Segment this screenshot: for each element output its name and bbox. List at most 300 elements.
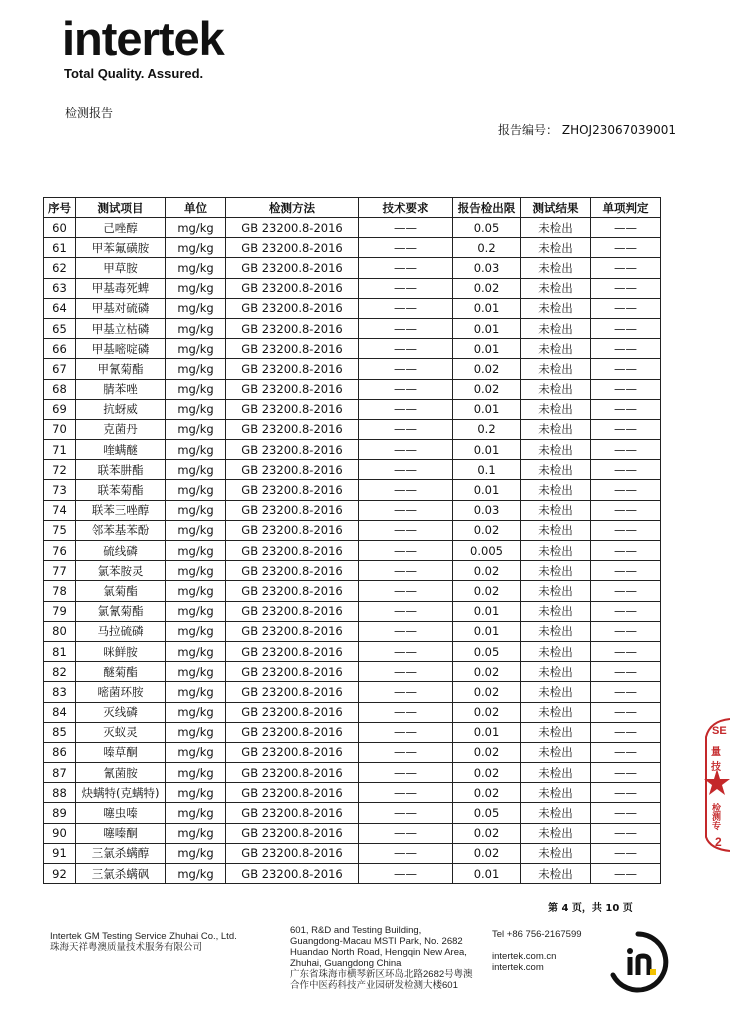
- table-cell: 0.02: [453, 682, 521, 702]
- table-row: [44, 864, 661, 884]
- table-cell: GB 23200.8-2016: [226, 662, 359, 682]
- table-cell: 0.02: [453, 843, 521, 863]
- table-cell: 醚菊酯: [76, 662, 166, 682]
- table-cell: 0.1: [453, 460, 521, 480]
- table-cell: GB 23200.8-2016: [226, 339, 359, 359]
- table-cell: mg/kg: [166, 541, 226, 561]
- table-cell: mg/kg: [166, 218, 226, 238]
- table-cell: 0.01: [453, 480, 521, 500]
- table-cell: ——: [359, 298, 453, 318]
- table-cell: 86: [44, 742, 76, 762]
- table-cell: ——: [591, 641, 661, 661]
- address-line: 合作中医药科技产业园研发检测大楼601: [290, 980, 458, 991]
- table-cell: 0.03: [453, 258, 521, 278]
- table-cell: GB 23200.8-2016: [226, 480, 359, 500]
- table-row: [44, 601, 661, 621]
- table-cell: 0.02: [453, 742, 521, 762]
- table-cell: GB 23200.8-2016: [226, 218, 359, 238]
- company-name-en: Intertek GM Testing Service Zhuhai Co., Ltd.: [50, 931, 237, 942]
- table-cell: 0.05: [453, 641, 521, 661]
- table-cell: 0.02: [453, 783, 521, 803]
- table-cell: ——: [359, 359, 453, 379]
- table-cell: 85: [44, 722, 76, 742]
- table-cell: ——: [359, 520, 453, 540]
- table-row: [44, 763, 661, 783]
- table-cell: GB 23200.8-2016: [226, 823, 359, 843]
- table-cell: 0.02: [453, 561, 521, 581]
- table-cell: 67: [44, 359, 76, 379]
- table-cell: 未检出: [521, 783, 591, 803]
- table-cell: ——: [591, 500, 661, 520]
- table-cell: 未检出: [521, 864, 591, 884]
- table-row: [44, 621, 661, 641]
- table-cell: ——: [359, 864, 453, 884]
- document-title: 检测报告: [65, 106, 114, 120]
- table-cell: 0.01: [453, 722, 521, 742]
- table-cell: ——: [591, 278, 661, 298]
- table-cell: ——: [359, 399, 453, 419]
- table-cell: mg/kg: [166, 843, 226, 863]
- table-cell: 未检出: [521, 722, 591, 742]
- table-cell: GB 23200.8-2016: [226, 641, 359, 661]
- table-cell: ——: [359, 541, 453, 561]
- table-cell: 未检出: [521, 500, 591, 520]
- table-cell: 0.01: [453, 298, 521, 318]
- footer-address: [290, 925, 473, 991]
- table-cell: mg/kg: [166, 520, 226, 540]
- header-cell: 检测方法: [226, 198, 359, 218]
- table-cell: ——: [359, 803, 453, 823]
- table-cell: ——: [591, 520, 661, 540]
- table-cell: 甲基对硫磷: [76, 298, 166, 318]
- table-body: [44, 218, 661, 884]
- table-cell: 联苯肼酯: [76, 460, 166, 480]
- table-cell: 88: [44, 783, 76, 803]
- table-row: [44, 298, 661, 318]
- table-row: [44, 419, 661, 439]
- table-cell: mg/kg: [166, 500, 226, 520]
- table-cell: 71: [44, 440, 76, 460]
- stamp-text-fragment: 检测专: [711, 803, 721, 830]
- table-cell: ——: [591, 460, 661, 480]
- table-cell: GB 23200.8-2016: [226, 783, 359, 803]
- table-cell: 甲草胺: [76, 258, 166, 278]
- table-cell: 72: [44, 460, 76, 480]
- table-cell: mg/kg: [166, 864, 226, 884]
- table-cell: 65: [44, 318, 76, 338]
- report-number-value: ZHOJ23067039001: [561, 123, 677, 137]
- table-cell: GB 23200.8-2016: [226, 359, 359, 379]
- intertek-logo: intertek: [62, 12, 224, 65]
- table-cell: ——: [359, 339, 453, 359]
- table-cell: 60: [44, 218, 76, 238]
- table-cell: ——: [591, 541, 661, 561]
- table-cell: 抗蚜威: [76, 399, 166, 419]
- table-cell: 未检出: [521, 641, 591, 661]
- table-cell: 甲氰菊酯: [76, 359, 166, 379]
- table-cell: GB 23200.8-2016: [226, 298, 359, 318]
- contact-website: intertek.com: [492, 962, 544, 973]
- table-row: [44, 218, 661, 238]
- table-row: [44, 561, 661, 581]
- table-cell: mg/kg: [166, 621, 226, 641]
- table-cell: ——: [591, 763, 661, 783]
- table-cell: ——: [591, 742, 661, 762]
- stamp-text-fragment: SE: [712, 725, 727, 737]
- table-cell: 92: [44, 864, 76, 884]
- table-cell: ——: [359, 621, 453, 641]
- table-cell: ——: [591, 662, 661, 682]
- table-cell: GB 23200.8-2016: [226, 460, 359, 480]
- table-cell: GB 23200.8-2016: [226, 601, 359, 621]
- table-cell: 82: [44, 662, 76, 682]
- address-line: Huandao North Road, Hengqin New Area,: [290, 947, 467, 958]
- table-row: [44, 278, 661, 298]
- table-cell: GB 23200.8-2016: [226, 379, 359, 399]
- table-cell: 未检出: [521, 318, 591, 338]
- table-cell: GB 23200.8-2016: [226, 440, 359, 460]
- table-cell: ——: [591, 864, 661, 884]
- table-cell: 79: [44, 601, 76, 621]
- table-cell: 未检出: [521, 460, 591, 480]
- page-number: 第 4 页，共 10 页: [548, 903, 633, 914]
- table-cell: 噻嗪酮: [76, 823, 166, 843]
- header-cell: 报告检出限: [453, 198, 521, 218]
- table-cell: 未检出: [521, 238, 591, 258]
- table-cell: GB 23200.8-2016: [226, 843, 359, 863]
- table-cell: mg/kg: [166, 318, 226, 338]
- table-row: [44, 783, 661, 803]
- table-cell: 91: [44, 843, 76, 863]
- table-row: [44, 823, 661, 843]
- table-cell: ——: [359, 823, 453, 843]
- logo-tagline: Total Quality. Assured.: [64, 66, 204, 81]
- table-cell: GB 23200.8-2016: [226, 238, 359, 258]
- table-cell: GB 23200.8-2016: [226, 258, 359, 278]
- table-cell: ——: [591, 238, 661, 258]
- table-cell: GB 23200.8-2016: [226, 520, 359, 540]
- table-cell: 89: [44, 803, 76, 823]
- table-cell: ——: [591, 702, 661, 722]
- table-cell: 77: [44, 561, 76, 581]
- table-cell: 噻虫嗪: [76, 803, 166, 823]
- table-cell: ——: [359, 561, 453, 581]
- table-cell: 0.02: [453, 662, 521, 682]
- table-cell: 未检出: [521, 399, 591, 419]
- table-cell: mg/kg: [166, 258, 226, 278]
- table-cell: 90: [44, 823, 76, 843]
- table-row: [44, 238, 661, 258]
- table-cell: 未检出: [521, 702, 591, 722]
- table-cell: 硫线磷: [76, 541, 166, 561]
- contact-phone: Tel +86 756-2167599: [492, 929, 582, 940]
- table-cell: 80: [44, 621, 76, 641]
- table-row: [44, 399, 661, 419]
- table-cell: 76: [44, 541, 76, 561]
- table-cell: ——: [591, 843, 661, 863]
- table-cell: ——: [359, 662, 453, 682]
- table-cell: ——: [591, 682, 661, 702]
- table-cell: mg/kg: [166, 581, 226, 601]
- table-cell: 未检出: [521, 662, 591, 682]
- table-cell: ——: [591, 621, 661, 641]
- table-row: [44, 662, 661, 682]
- table-row: [44, 460, 661, 480]
- table-cell: 嗪草酮: [76, 742, 166, 762]
- table-cell: 三氯杀螨砜: [76, 864, 166, 884]
- table-cell: mg/kg: [166, 480, 226, 500]
- table-cell: 0.05: [453, 803, 521, 823]
- table-cell: 未检出: [521, 520, 591, 540]
- table-cell: ——: [359, 601, 453, 621]
- table-cell: ——: [591, 480, 661, 500]
- table-cell: 未检出: [521, 682, 591, 702]
- table-cell: 联苯菊酯: [76, 480, 166, 500]
- table-cell: 0.02: [453, 278, 521, 298]
- table-cell: ——: [359, 480, 453, 500]
- table-cell: mg/kg: [166, 379, 226, 399]
- table-cell: 0.02: [453, 763, 521, 783]
- table-row: [44, 541, 661, 561]
- table-cell: mg/kg: [166, 339, 226, 359]
- table-cell: mg/kg: [166, 399, 226, 419]
- table-cell: GB 23200.8-2016: [226, 318, 359, 338]
- table-cell: mg/kg: [166, 359, 226, 379]
- table-cell: 未检出: [521, 763, 591, 783]
- table-cell: ——: [591, 581, 661, 601]
- address-line: 601, R&D and Testing Building,: [290, 925, 422, 936]
- table-row: [44, 339, 661, 359]
- table-cell: GB 23200.8-2016: [226, 500, 359, 520]
- table-cell: ——: [591, 419, 661, 439]
- table-cell: mg/kg: [166, 702, 226, 722]
- table-cell: 腈苯唑: [76, 379, 166, 399]
- table-cell: 0.01: [453, 601, 521, 621]
- table-cell: mg/kg: [166, 238, 226, 258]
- table-cell: 未检出: [521, 581, 591, 601]
- table-cell: 未检出: [521, 258, 591, 278]
- table-cell: ——: [591, 339, 661, 359]
- table-cell: 66: [44, 339, 76, 359]
- table-cell: 78: [44, 581, 76, 601]
- table-cell: ——: [359, 238, 453, 258]
- table-cell: ——: [359, 278, 453, 298]
- table-cell: mg/kg: [166, 662, 226, 682]
- table-cell: 氰菌胺: [76, 763, 166, 783]
- table-cell: 0.03: [453, 500, 521, 520]
- table-cell: 0.02: [453, 379, 521, 399]
- table-cell: 84: [44, 702, 76, 722]
- table-cell: ——: [359, 500, 453, 520]
- table-cell: ——: [359, 763, 453, 783]
- table-cell: mg/kg: [166, 460, 226, 480]
- table-cell: mg/kg: [166, 601, 226, 621]
- table-cell: 未检出: [521, 379, 591, 399]
- table-cell: mg/kg: [166, 763, 226, 783]
- table-cell: mg/kg: [166, 783, 226, 803]
- report-number-label: 报告编号：: [498, 123, 559, 137]
- table-cell: ——: [591, 561, 661, 581]
- table-cell: ——: [591, 218, 661, 238]
- table-cell: 未检出: [521, 298, 591, 318]
- table-cell: 克菌丹: [76, 419, 166, 439]
- table-cell: ——: [359, 843, 453, 863]
- table-cell: 69: [44, 399, 76, 419]
- table-cell: 0.02: [453, 581, 521, 601]
- table-row: [44, 581, 661, 601]
- table-cell: 未检出: [521, 601, 591, 621]
- table-row: [44, 803, 661, 823]
- table-cell: 炔螨特(克螨特): [76, 783, 166, 803]
- table-cell: mg/kg: [166, 278, 226, 298]
- table-cell: ——: [359, 783, 453, 803]
- table-cell: 0.02: [453, 823, 521, 843]
- table-cell: ——: [359, 460, 453, 480]
- table-cell: 喹螨醚: [76, 440, 166, 460]
- table-cell: GB 23200.8-2016: [226, 278, 359, 298]
- test-results-table: [43, 197, 661, 884]
- table-cell: mg/kg: [166, 641, 226, 661]
- table-cell: GB 23200.8-2016: [226, 419, 359, 439]
- table-row: [44, 722, 661, 742]
- table-cell: 未检出: [521, 621, 591, 641]
- table-cell: ——: [359, 318, 453, 338]
- address-line: Zhuhai, Guangdong China: [290, 958, 402, 969]
- table-cell: 未检出: [521, 803, 591, 823]
- table-row: [44, 682, 661, 702]
- table-cell: 0.01: [453, 339, 521, 359]
- table-cell: mg/kg: [166, 742, 226, 762]
- table-cell: 咪鲜胺: [76, 641, 166, 661]
- table-cell: mg/kg: [166, 682, 226, 702]
- stamp-text-fragment: 2: [715, 835, 722, 849]
- table-cell: ——: [591, 359, 661, 379]
- header-cell: 技术要求: [359, 198, 453, 218]
- table-cell: 甲基立枯磷: [76, 318, 166, 338]
- table-cell: 62: [44, 258, 76, 278]
- table-cell: 0.02: [453, 520, 521, 540]
- table-cell: ——: [359, 702, 453, 722]
- table-row: [44, 520, 661, 540]
- table-cell: 0.005: [453, 541, 521, 561]
- table-cell: mg/kg: [166, 803, 226, 823]
- table-cell: GB 23200.8-2016: [226, 682, 359, 702]
- table-cell: 0.01: [453, 318, 521, 338]
- table-cell: ——: [591, 783, 661, 803]
- table-cell: GB 23200.8-2016: [226, 702, 359, 722]
- table-cell: 68: [44, 379, 76, 399]
- table-cell: 未检出: [521, 218, 591, 238]
- table-row: [44, 379, 661, 399]
- table-cell: ——: [359, 218, 453, 238]
- header-cell: 序号: [44, 198, 76, 218]
- table-cell: 0.01: [453, 621, 521, 641]
- table-header-row: [44, 198, 661, 218]
- company-name-cn: 珠海天祥粤澳质量技术服务有限公司: [50, 942, 203, 953]
- table-row: [44, 258, 661, 278]
- table-cell: 联苯三唑醇: [76, 500, 166, 520]
- table-cell: ——: [591, 440, 661, 460]
- table-cell: ——: [359, 258, 453, 278]
- table-cell: GB 23200.8-2016: [226, 561, 359, 581]
- table-cell: GB 23200.8-2016: [226, 864, 359, 884]
- table-cell: 未检出: [521, 541, 591, 561]
- table-cell: GB 23200.8-2016: [226, 621, 359, 641]
- report-number: [498, 121, 676, 138]
- table-cell: ——: [591, 298, 661, 318]
- header-cell: 测试结果: [521, 198, 591, 218]
- table-cell: 未检出: [521, 440, 591, 460]
- table-cell: ——: [591, 379, 661, 399]
- table-cell: ——: [591, 318, 661, 338]
- table-cell: 83: [44, 682, 76, 702]
- header-cell: 测试项目: [76, 198, 166, 218]
- table-cell: ——: [359, 742, 453, 762]
- table-cell: 81: [44, 641, 76, 661]
- table-cell: 灭线磷: [76, 702, 166, 722]
- table-cell: 甲基嘧啶磷: [76, 339, 166, 359]
- table-cell: mg/kg: [166, 440, 226, 460]
- table-cell: 邻苯基苯酚: [76, 520, 166, 540]
- table-cell: 0.02: [453, 359, 521, 379]
- table-cell: 未检出: [521, 843, 591, 863]
- table-cell: 0.2: [453, 419, 521, 439]
- table-cell: ——: [591, 601, 661, 621]
- table-cell: GB 23200.8-2016: [226, 722, 359, 742]
- intertek-circle-logo-icon: [605, 929, 671, 995]
- table-cell: ——: [359, 379, 453, 399]
- table-cell: 73: [44, 480, 76, 500]
- table-cell: ——: [591, 258, 661, 278]
- table-cell: mg/kg: [166, 823, 226, 843]
- table-cell: 0.02: [453, 702, 521, 722]
- address-line: 广东省珠海市横琴新区环岛北路2682号粤澳: [290, 969, 473, 980]
- table-cell: 未检出: [521, 561, 591, 581]
- table-cell: ——: [591, 823, 661, 843]
- contact-website-cn: intertek.com.cn: [492, 951, 557, 962]
- table-cell: 氯菊酯: [76, 581, 166, 601]
- table-cell: 嘧菌环胺: [76, 682, 166, 702]
- table-cell: mg/kg: [166, 722, 226, 742]
- table-cell: 未检出: [521, 359, 591, 379]
- table-cell: 三氯杀螨醇: [76, 843, 166, 863]
- table-cell: ——: [359, 722, 453, 742]
- table-cell: 0.01: [453, 864, 521, 884]
- table-cell: ——: [359, 440, 453, 460]
- table-cell: ——: [359, 682, 453, 702]
- table-cell: 0.01: [453, 440, 521, 460]
- table-cell: 74: [44, 500, 76, 520]
- table-cell: GB 23200.8-2016: [226, 763, 359, 783]
- table-cell: ——: [359, 581, 453, 601]
- table-cell: 马拉硫磷: [76, 621, 166, 641]
- table-cell: GB 23200.8-2016: [226, 581, 359, 601]
- table-cell: ——: [591, 803, 661, 823]
- table-cell: GB 23200.8-2016: [226, 742, 359, 762]
- table-cell: 未检出: [521, 278, 591, 298]
- table-cell: 61: [44, 238, 76, 258]
- table-row: [44, 641, 661, 661]
- table-row: [44, 480, 661, 500]
- stamp-outline-icon: [702, 717, 730, 852]
- table-row: [44, 500, 661, 520]
- table-cell: 未检出: [521, 419, 591, 439]
- table-cell: 0.2: [453, 238, 521, 258]
- table-cell: GB 23200.8-2016: [226, 399, 359, 419]
- table-cell: mg/kg: [166, 298, 226, 318]
- table-row: [44, 359, 661, 379]
- header-cell: 单位: [166, 198, 226, 218]
